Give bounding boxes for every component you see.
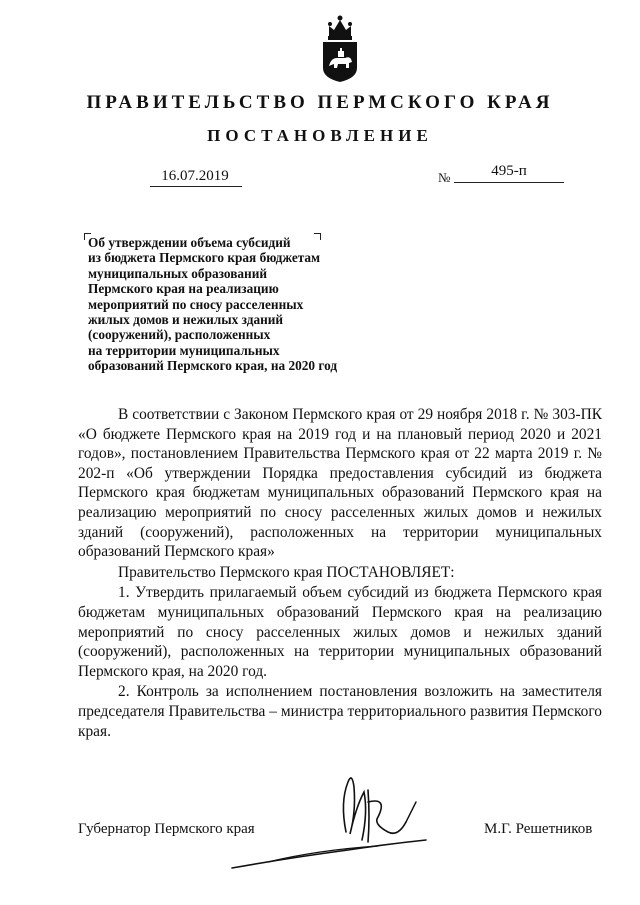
government-title: ПРАВИТЕЛЬСТВО ПЕРМСКОГО КРАЯ <box>86 92 554 113</box>
document-body <box>78 405 602 741</box>
handwritten-signature <box>228 762 428 872</box>
decree-paragraph: Правительство Пермского края ПОСТАНОВЛЯЕТ: <box>118 563 455 581</box>
subject-line: (сооружений), расположенных <box>88 327 271 343</box>
date-underline <box>150 186 242 187</box>
document-subject <box>88 235 388 374</box>
signer-position: Губернатор Пермского края <box>78 821 255 837</box>
subject-line: муниципальных образований <box>88 265 268 281</box>
document-type: ПОСТАНОВЛЕНИЕ <box>207 126 433 145</box>
number-underline <box>454 182 564 183</box>
subject-line: на территории муниципальных <box>88 342 280 358</box>
subject-line: мероприятий по сносу расселенных <box>88 296 304 312</box>
subject-line: образований Пермского края, на 2020 год <box>88 358 338 374</box>
subject-line: жилых домов и нежилых зданий <box>88 312 284 328</box>
signer-name: М.Г. Решетников <box>484 821 593 837</box>
preamble-paragraph: В соответствии с Законом Пермского края от 29 ноября 2018 г. № 303-ПК «О бюджете Пермского края на 2019 год и на плановый период 2020 и 2021 годов», постановлением Правительства Пермского края от 22 марта 2019 г. № 202-п «Об утверждении Порядка предоставления субсидий из бюджета Пермского края бюджетам муниципальных образований Пермского края на реализацию мероприятий по сносу расселенных жилых домов и нежилых зданий (сооружений), расположенных на территории муниципальных образований Пермского края» <box>78 406 602 561</box>
number-sign: № <box>438 170 451 185</box>
item-2-paragraph: 2. Контроль за исполнением постановления возложить на заместителя председателя Правительства – министра территориального развития Пермского края. <box>78 683 602 740</box>
subject-line: Об утверждении объема субсидий <box>88 235 291 250</box>
document-number: 495-п <box>491 163 527 179</box>
coat-of-arms-emblem <box>319 12 361 84</box>
subject-line: из бюджета Пермского края бюджетам <box>88 250 321 266</box>
document-date: 16.07.2019 <box>161 168 229 184</box>
item-1-paragraph: 1. Утвердить прилагаемый объем субсидий из бюджета Пермского края бюджетам муниципальных образований Пермского края на реализацию мероприятий по сносу расселенных жилых домов и нежилых зданий (сооружений), расположенных на территории муниципальных образований Пермского края, на 2020 год. <box>78 584 602 680</box>
subject-line: Пермского края на реализацию <box>88 281 279 297</box>
